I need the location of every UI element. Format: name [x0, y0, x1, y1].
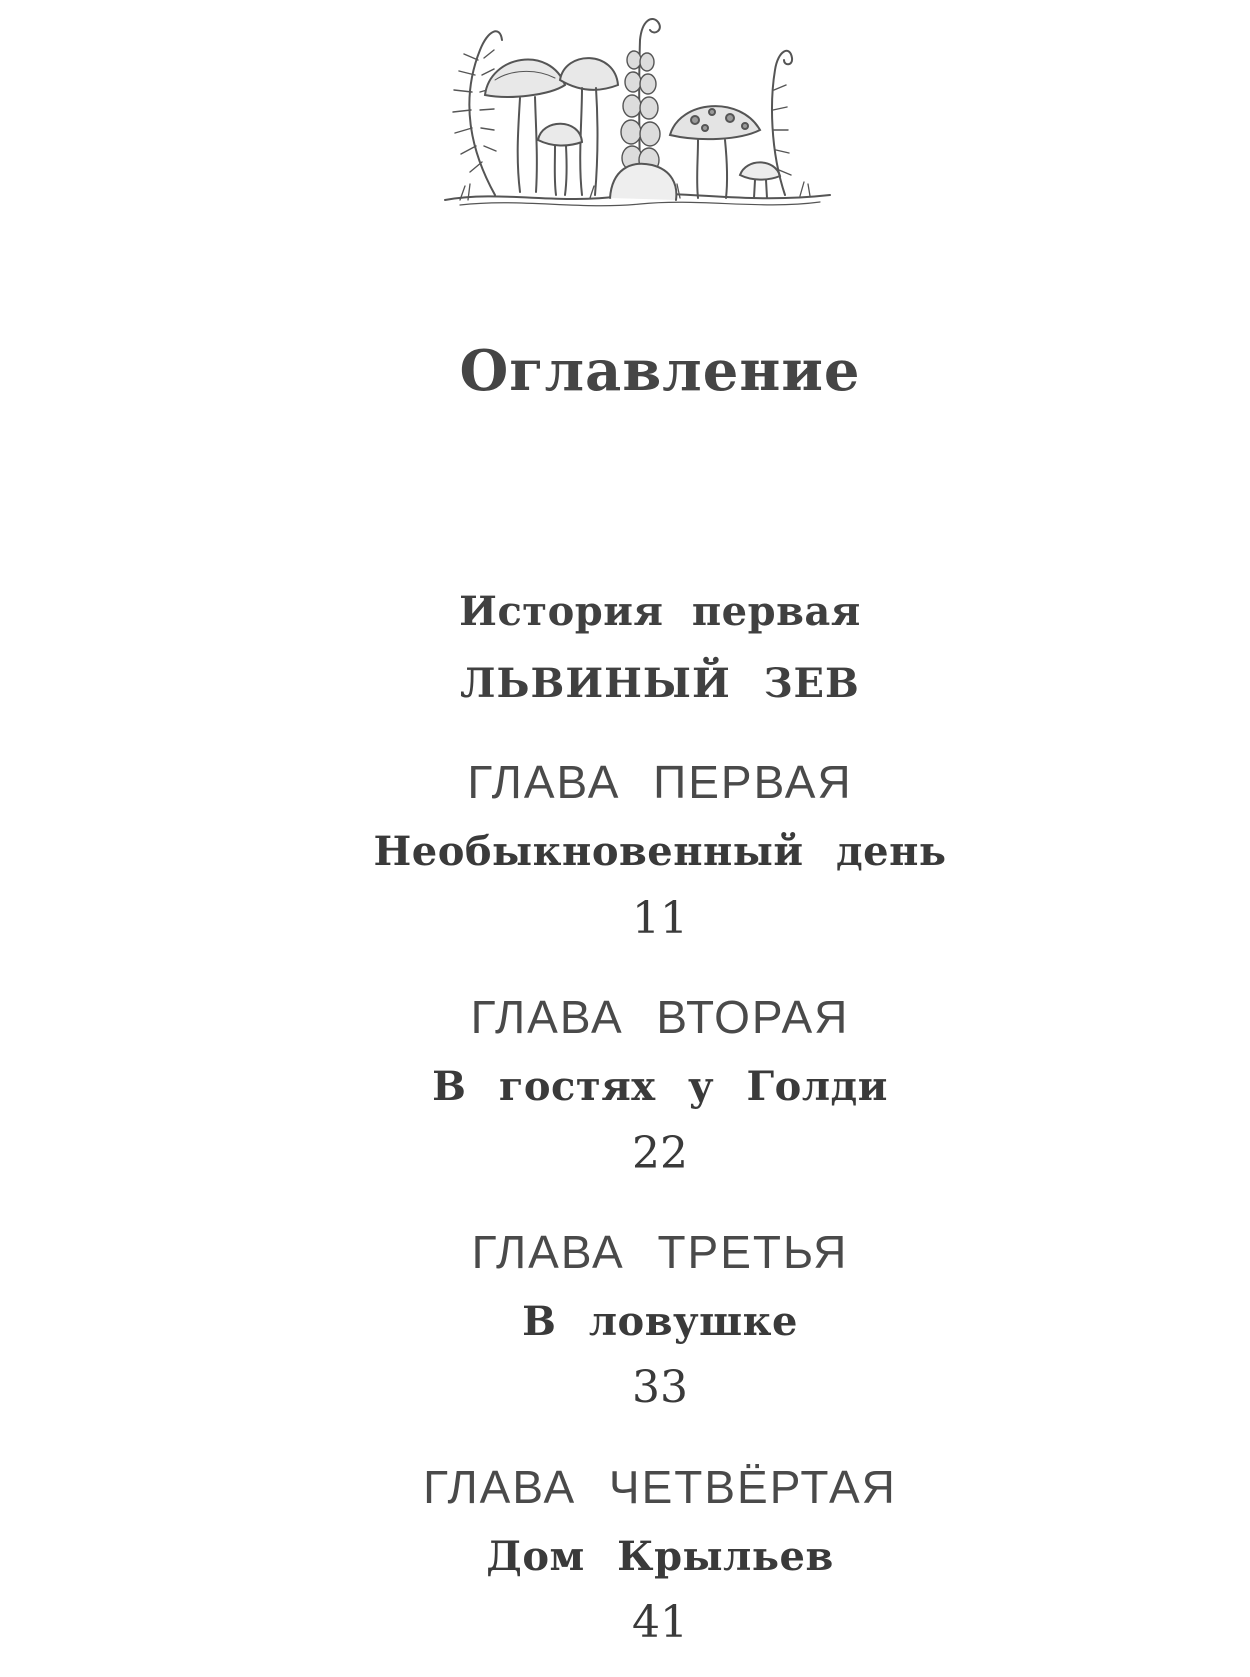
mushrooms-ferns-illustration-icon — [440, 0, 840, 225]
page-title: Оглавление — [459, 338, 861, 404]
chapter-page-number: 33 — [632, 1362, 688, 1413]
chapter-label: ГЛАВА ЧЕТВЁРТАЯ — [423, 1461, 897, 1513]
chapter-page-number: 41 — [632, 1597, 688, 1648]
chapter-label: ГЛАВА ТРЕТЬЯ — [471, 1226, 849, 1278]
story-title: ЛЬВИНЫЙ ЗЕВ — [460, 660, 860, 707]
chapter-title: Дом Крыльев — [486, 1533, 834, 1580]
chapter-title: Необыкновенный день — [373, 828, 947, 875]
chapter-label: ГЛАВА ВТОРАЯ — [470, 991, 850, 1043]
chapter-title: В гостях у Голди — [432, 1063, 888, 1110]
story-label: История первая — [459, 588, 861, 635]
chapter-title: В ловушке — [522, 1298, 798, 1345]
chapter-page-number: 11 — [632, 893, 688, 944]
chapter-page-number: 22 — [632, 1128, 688, 1179]
chapter-label: ГЛАВА ПЕРВАЯ — [467, 756, 853, 808]
